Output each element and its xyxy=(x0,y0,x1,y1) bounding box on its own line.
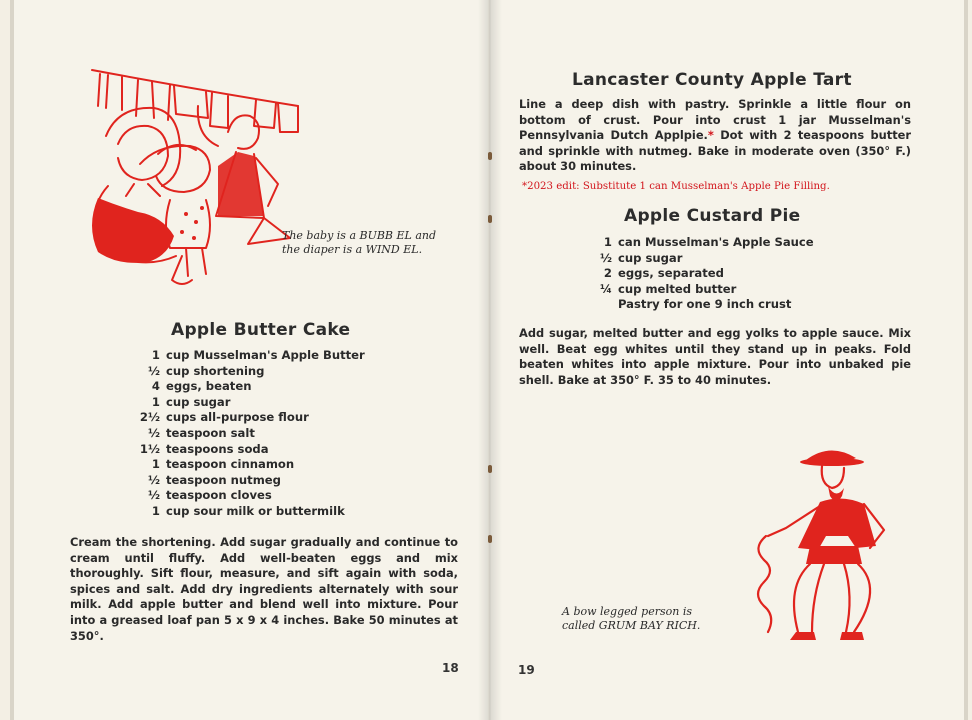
ingredient-qty: ½ xyxy=(147,488,160,503)
ingredient-item: teaspoon cinnamon xyxy=(166,457,295,472)
ingredient-item: eggs, beaten xyxy=(166,379,252,394)
ingredient-qty xyxy=(588,297,612,313)
ingredient-qty: 1 xyxy=(151,503,160,518)
recipe-directions-apple-tart xyxy=(519,97,911,175)
ingredient-qty: 2 xyxy=(603,266,612,281)
ingredient-qty: 1 xyxy=(603,235,612,249)
ingredient-item: cup shortening xyxy=(166,363,265,378)
binding-stitch xyxy=(488,152,492,160)
ingredient-qty: 4 xyxy=(151,379,160,394)
binding-stitch xyxy=(488,465,492,473)
page-edge-left xyxy=(10,0,14,720)
ingredient-qty: ½ xyxy=(147,472,160,487)
ingredient-qty: 1 xyxy=(151,348,160,362)
ingredient-row xyxy=(134,488,365,504)
ingredient-row xyxy=(134,426,365,442)
caption-line: A bow legged person is xyxy=(562,605,692,618)
ingredient-qty: ½ xyxy=(599,250,612,265)
caption-line: The baby is a BUBB EL and xyxy=(282,229,437,242)
caption-line: the diaper is a WIND EL. xyxy=(282,243,423,256)
tart-directions-after: Dot with 2 teaspoons butter and sprinkle with nutmeg. Bake in moderate oven (350° F.) about 30 minutes. xyxy=(519,128,911,174)
ingredient-row xyxy=(134,348,365,364)
ingredient-row xyxy=(134,395,365,411)
ingredient-list-custard-pie xyxy=(588,235,814,313)
ingredient-qty: ½ xyxy=(147,425,160,440)
ingredient-item: Pastry for one 9 inch crust xyxy=(618,297,792,312)
ingredient-item: can Musselman's Apple Sauce xyxy=(618,235,814,249)
ingredient-row xyxy=(134,457,365,473)
ingredient-item: cup sour milk or buttermilk xyxy=(166,503,345,518)
book-gutter xyxy=(478,0,502,720)
ingredient-row xyxy=(134,410,365,426)
ingredient-row xyxy=(134,504,365,520)
caption-line: called GRUM BAY RICH. xyxy=(562,619,701,632)
ingredient-qty: ¼ xyxy=(599,281,612,296)
edit-note: *2023 edit: Substitute 1 can Musselman's Apple Pie Filling. xyxy=(522,181,830,192)
ingredient-item: eggs, separated xyxy=(618,266,724,281)
ingredient-qty: 1½ xyxy=(139,441,160,456)
ingredient-item: teaspoon salt xyxy=(166,425,255,440)
ingredient-row xyxy=(134,379,365,395)
ingredient-list-apple-butter-cake xyxy=(134,348,365,520)
ingredient-row xyxy=(134,442,365,458)
recipe-title-apple-butter-cake: Apple Butter Cake xyxy=(171,320,351,340)
binding-stitch xyxy=(488,535,492,543)
ingredient-row xyxy=(588,266,814,282)
left-page xyxy=(10,0,488,720)
page-edge-right xyxy=(964,0,968,720)
ingredient-qty: 1 xyxy=(151,394,160,409)
page-number-right: 19 xyxy=(518,663,535,677)
ingredient-row xyxy=(134,364,365,380)
ingredient-item: cup sugar xyxy=(166,394,231,409)
recipe-title-apple-custard-pie: Apple Custard Pie xyxy=(624,206,801,226)
ingredient-row xyxy=(588,235,814,251)
edit-asterisk: * xyxy=(707,128,714,143)
tart-directions-before: Line a deep dish with pastry. Sprinkle a little flour on bottom of crust. Pour into crust 1 jar Musselman's Pennsylvania Dutch Applpie. xyxy=(519,97,911,143)
ingredient-qty: 1 xyxy=(151,457,160,472)
recipe-directions-apple-butter-cake: Cream the shortening. Add sugar gradually and continue to cream until fluffy. Add well-beaten eggs and mix thoroughly. Sift flour, measure, and sift again with soda, spices and salt. Add dry ingredients alternately with sour milk. Add apple butter and blend well into mixture. Pour into a greased loaf pan 5 x 9 x 4 inches. Bake 50 minutes at 350°. xyxy=(70,535,458,643)
binding-stitch xyxy=(488,215,492,223)
ingredient-qty: ½ xyxy=(147,363,160,378)
ingredient-qty: 2½ xyxy=(139,410,160,425)
recipe-title-apple-tart: Lancaster County Apple Tart xyxy=(572,70,852,90)
ingredient-item: teaspoon cloves xyxy=(166,488,272,503)
ingredient-row xyxy=(134,473,365,489)
ingredient-item: cup melted butter xyxy=(618,281,737,296)
bow-legged-man-illustration xyxy=(746,436,912,646)
baby-caption xyxy=(282,229,436,257)
ingredient-item: cup Musselman's Apple Butter xyxy=(166,348,365,362)
recipe-directions-custard-pie: Add sugar, melted butter and egg yolks to apple sauce. Mix well. Beat egg whites until they stand up in peaks. Fold beaten whites into apple mixture. Pour into unbaked pie shell. Bake at 350° F. 35 to 40 minutes. xyxy=(519,326,911,387)
ingredient-row xyxy=(588,282,814,298)
ingredient-row xyxy=(588,251,814,267)
ingredient-item: teaspoon nutmeg xyxy=(166,472,281,487)
ingredient-item: teaspoons soda xyxy=(166,441,269,456)
right-page xyxy=(490,0,968,720)
ingredient-item: cup sugar xyxy=(618,250,683,265)
ingredient-row xyxy=(588,297,814,313)
page-number-left: 18 xyxy=(442,661,459,675)
bow-legged-caption xyxy=(562,605,700,633)
ingredient-item: cups all-purpose flour xyxy=(166,410,309,425)
